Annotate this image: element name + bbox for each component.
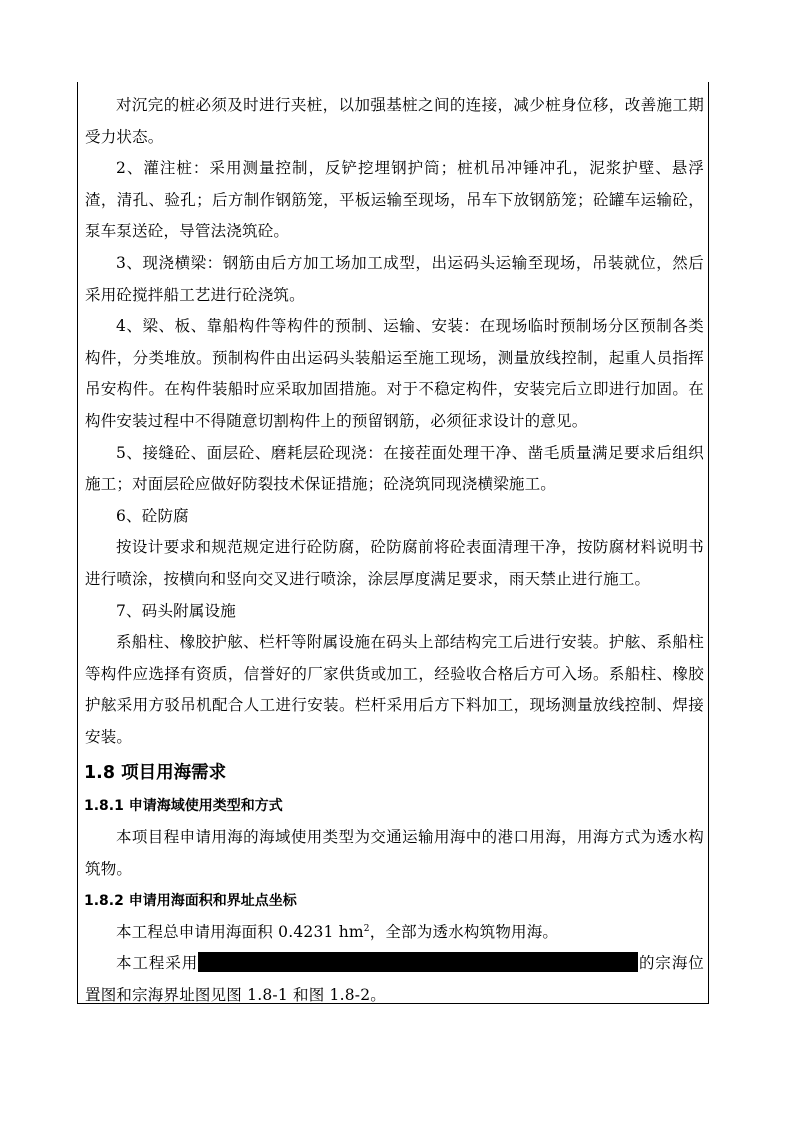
paragraph: 本项目程申请用海的海域使用类型为交通运输用海中的港口用海，用海方式为透水构筑物。 — [85, 828, 704, 879]
item-heading: 7、码头附属设施 — [116, 601, 236, 620]
area-paragraph — [84, 917, 704, 949]
paragraph: 按设计要求和规范规定进行砼防腐，砼防腐前将砼表面清理干净，按防腐材料说明书进行喷涂，按横向和竖向交叉进行喷涂，涂层厚度满足要求，雨天禁止进行施工。 — [85, 538, 704, 588]
section-heading: 1.8 项目用海需求 — [84, 763, 227, 784]
adopt-paragraph — [84, 948, 704, 1011]
document-body — [84, 90, 704, 1011]
paragraph: 3、现浇横梁：钢筋由后方加工场加工成型，出运码头运输至现场，吊装就位，然后采用砼搅拌船工艺进行砼浇筑。 — [85, 253, 704, 304]
paragraph: 系船柱、橡胶护舷、栏杆等附属设施在码头上部结构完工后进行安装。护舷、系船柱等构件应选择有资质，信誉好的厂家供货或加工，经验收合格后方可入场。系船柱、橡胶护舷采用方驳吊机配合人工进行安装。栏杆采用后方下料加工，现场测量放线控制、焊接安装。 — [85, 633, 704, 746]
area-prefix: 本工程总申请用海面积 0.4231 hm — [116, 922, 364, 941]
subsection-heading: 1.8.2 申请用海面积和界址点坐标 — [84, 892, 297, 909]
paragraph: 4、梁、板、靠船构件等构件的预制、运输、安装：在现场临时预制场分区预制各类构件，分类堆放。预制构件由出运码头装船运至施工现场，测量放线控制，起重人员指挥吊安构件。在构件装船时应采取加固措施。对于不稳定构件，安装完后立即进行加固。在构件安装过程中不得随意切割构件上的预留钢筋，必须征求设计的意见。 — [85, 317, 704, 430]
paragraph: 对沉完的桩必须及时进行夹桩，以加强基桩之间的连接，减少桩身位移，改善施工期受力状态。 — [85, 96, 704, 146]
subsection-heading: 1.8.1 申请海域使用类型和方式 — [84, 798, 283, 815]
paragraph: 2、灌注桩：采用测量控制，反铲挖埋钢护筒；桩机吊冲锤冲孔，泥浆护壁、悬浮渣，清孔、验孔；后方制作钢筋笼，平板运输至现场，吊车下放钢筋笼；砼罐车运输砼，泵车泵送砼，导管法浇筑砼。 — [85, 159, 704, 241]
paragraph: 5、接缝砼、面层砼、磨耗层砼现浇：在接茬面处理干净、凿毛质量满足要求后组织施工；对面层砼应做好防裂技术保证措施；砼浇筑同现浇横梁施工。 — [85, 443, 704, 494]
area-unit-exponent: 2 — [363, 923, 370, 934]
adopt-suffix: 的宗海位置图和宗海界址图见图 1.8-1 和图 1.8-2。 — [85, 954, 704, 1004]
area-suffix: ，全部为透水构筑物用海。 — [369, 922, 559, 941]
adopt-prefix: 本工程采用 — [116, 954, 199, 973]
redaction-bar — [198, 952, 638, 972]
item-heading: 6、砼防腐 — [116, 506, 189, 525]
